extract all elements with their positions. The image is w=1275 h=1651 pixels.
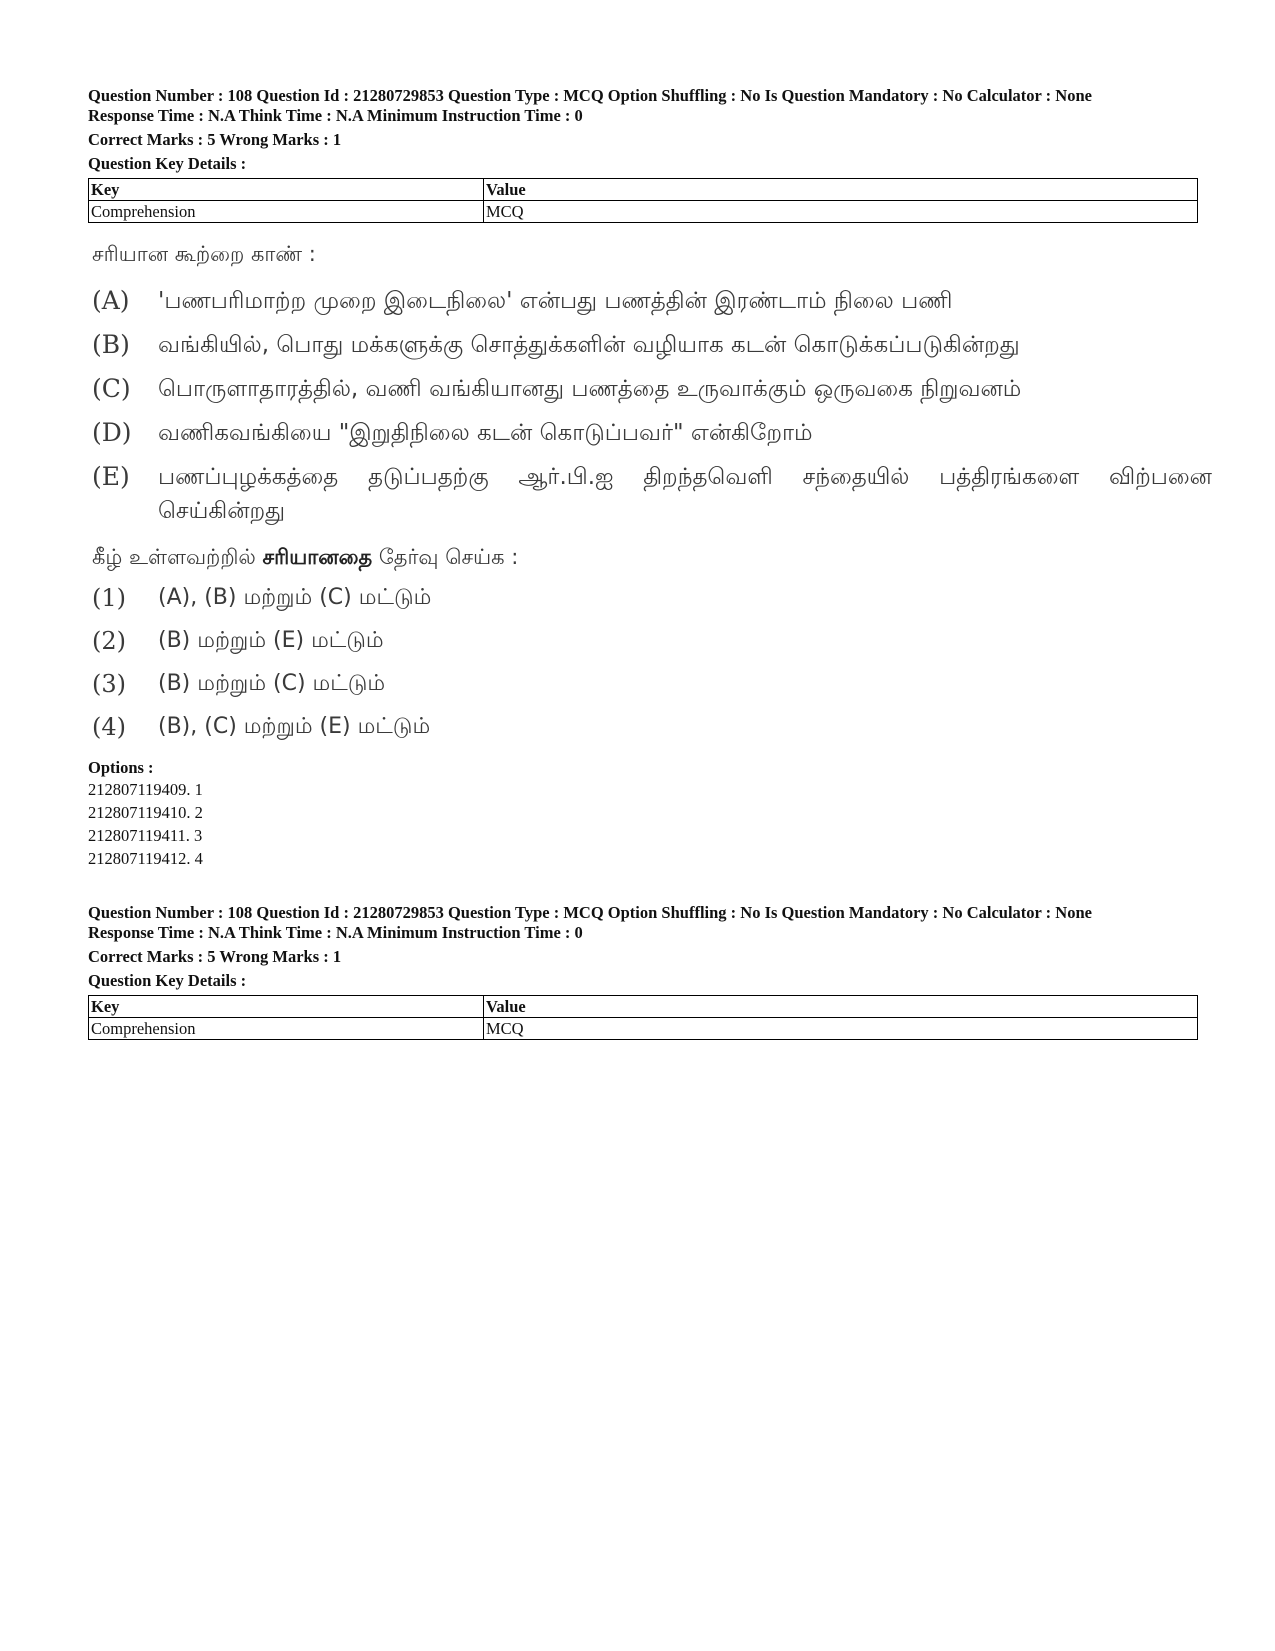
- key-details-table: [88, 995, 1198, 1040]
- choice-label: (1): [92, 584, 126, 612]
- list-item: 212807119412. 4: [88, 849, 203, 868]
- select-instruction: [92, 542, 1212, 572]
- statement-a: [92, 284, 1212, 318]
- choice-1: [92, 581, 1212, 615]
- table-header-value: Value: [484, 179, 1198, 201]
- statement-d: [92, 416, 1212, 450]
- table-cell-value: MCQ: [484, 201, 1198, 223]
- statement-c: [92, 372, 1212, 406]
- choice-3: [92, 667, 1212, 701]
- table-header-key: Key: [89, 996, 484, 1018]
- table-header-value: Value: [484, 996, 1198, 1018]
- marks-line: Correct Marks : 5 Wrong Marks : 1: [88, 947, 342, 966]
- question-timing-line: Response Time : N.A Think Time : N.A Minimum Instruction Time : 0: [88, 106, 583, 125]
- options-block: [88, 758, 203, 870]
- list-item: 212807119410. 2: [88, 803, 203, 822]
- table-cell-key: Comprehension: [89, 1018, 484, 1040]
- choice-text: (A), (B) மற்றும் (C) மட்டும்: [158, 585, 432, 610]
- options-title: Options :: [88, 758, 154, 777]
- choice-2: [92, 624, 1212, 658]
- choice-text: (B) மற்றும் (E) மட்டும்: [158, 628, 384, 653]
- question-meta-line: Question Number : 108 Question Id : 21280729853 Question Type : MCQ Option Shuffling : No Is Question Mandatory : No Calculator : None: [88, 86, 1092, 105]
- statement-text: 'பணபரிமாற்ற முறை இடைநிலை' என்பது பணத்தின் இரண்டாம் நிலை பணி: [158, 288, 953, 314]
- statement-text: வணிகவங்கியை "இறுதிநிலை கடன் கொடுப்பவர்" என்கிறோம்: [158, 420, 813, 446]
- table-header-key: Key: [89, 179, 484, 201]
- choice-text: (B) மற்றும் (C) மட்டும்: [158, 671, 386, 696]
- choice-label: (3): [92, 670, 126, 698]
- table-header-row: [89, 996, 1198, 1018]
- select-bold: சரியானதை: [262, 545, 373, 569]
- table-cell-key: Comprehension: [89, 201, 484, 223]
- question-body: [92, 240, 1212, 744]
- key-details-table: [88, 178, 1198, 223]
- key-details-label: Question Key Details :: [88, 154, 247, 173]
- choice-label: (4): [92, 713, 126, 741]
- table-cell-value: MCQ: [484, 1018, 1198, 1040]
- statement-label: (D): [92, 418, 132, 447]
- list-item: 212807119411. 3: [88, 826, 203, 845]
- question-header-1: [88, 86, 1198, 223]
- choice-4: [92, 710, 1212, 744]
- question-meta-line: Question Number : 108 Question Id : 21280729853 Question Type : MCQ Option Shuffling : No Is Question Mandatory : No Calculator : None: [88, 903, 1092, 922]
- table-row: [89, 201, 1198, 223]
- statement-text: வங்கியில், பொது மக்களுக்கு சொத்துக்களின் வழியாக கடன் கொடுக்கப்படுகின்றது: [158, 332, 1020, 358]
- choice-text: (B), (C) மற்றும் (E) மட்டும்: [158, 714, 431, 739]
- statement-b: [92, 328, 1212, 362]
- select-suffix: தேர்வு செய்க :: [378, 545, 519, 569]
- table-row: [89, 1018, 1198, 1040]
- marks-line: Correct Marks : 5 Wrong Marks : 1: [88, 130, 342, 149]
- statement-label: (B): [92, 330, 130, 359]
- question-intro: சரியான கூற்றை காண் :: [92, 242, 316, 266]
- statement-label: (E): [92, 462, 130, 491]
- statement-e: [92, 460, 1212, 528]
- choice-label: (2): [92, 627, 126, 655]
- question-timing-line: Response Time : N.A Think Time : N.A Minimum Instruction Time : 0: [88, 923, 583, 942]
- statement-text: பொருளாதாரத்தில், வணி வங்கியானது பணத்தை உருவாக்கும் ஒருவகை நிறுவனம்: [158, 376, 1022, 402]
- statement-label: (A): [92, 286, 130, 315]
- statement-label: (C): [92, 374, 131, 403]
- list-item: 212807119409. 1: [88, 780, 203, 799]
- question-header-2: [88, 903, 1198, 1040]
- statement-text: பணப்புழக்கத்தை தடுப்பதற்கு ஆர்.பி.ஐ திறந்தவெளி சந்தையில் பத்திரங்களை விற்பனை செய்கின்றது: [158, 464, 1212, 524]
- key-details-label: Question Key Details :: [88, 971, 247, 990]
- table-header-row: [89, 179, 1198, 201]
- select-prefix: கீழ் உள்ளவற்றில்: [92, 545, 256, 569]
